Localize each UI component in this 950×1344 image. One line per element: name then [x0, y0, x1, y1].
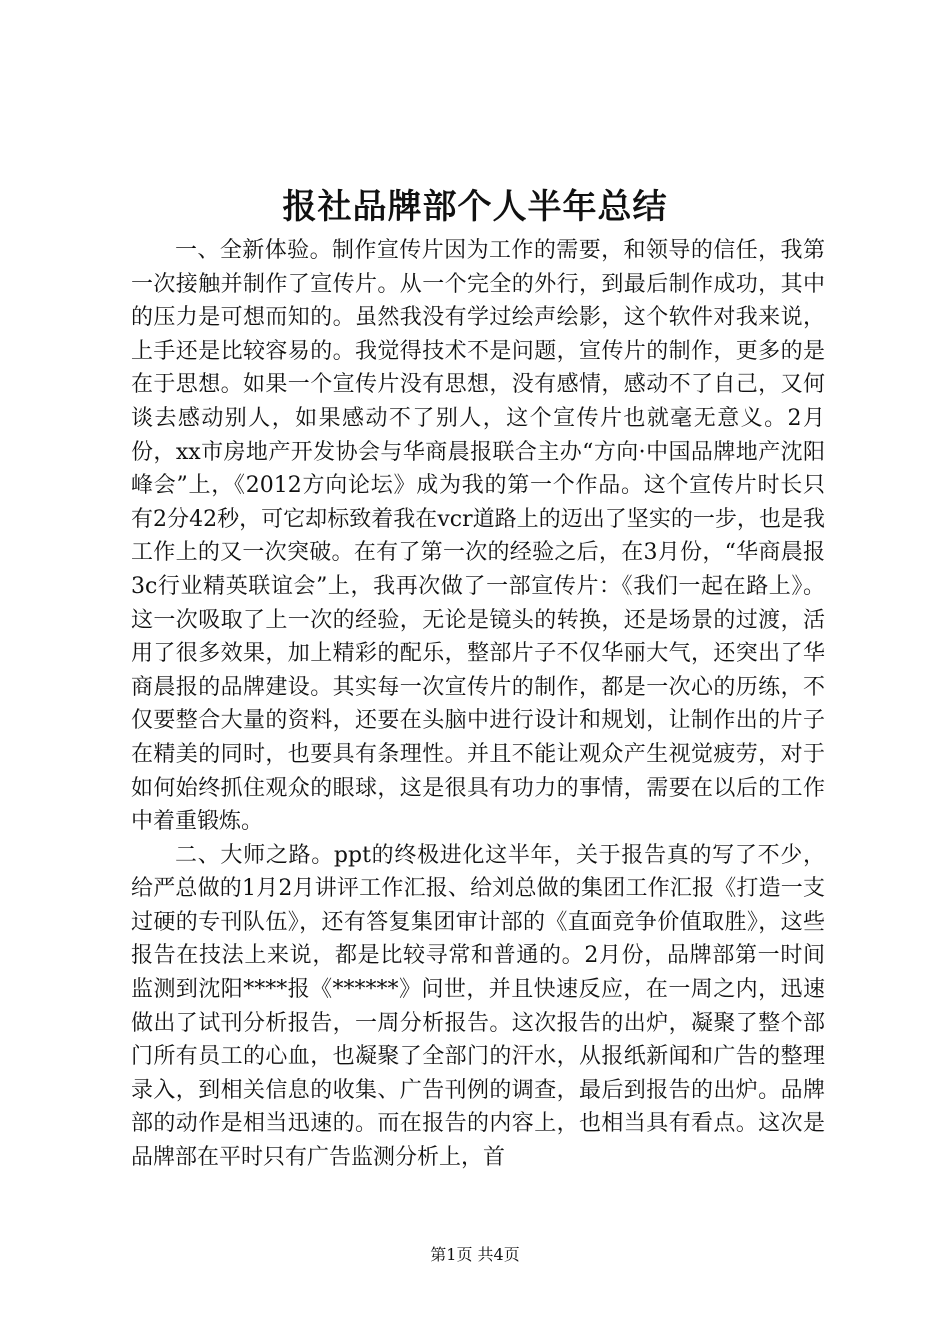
document-title: 报社品牌部个人半年总结: [282, 187, 668, 227]
paragraph-1: 一、全新体验。制作宣传片因为工作的需要，和领导的信任，我第一次接触并制作了宣传片。从一个完全的外行，到最后制作成功，其中的压力是可想而知的。虽然我没有学过绘声绘影，这个软件对我来说，上手还是比较容易的。我觉得技术不是问题，宣传片的制作，更多的是在于思想。如果一个宣传片没有思想，没有感情，感动不了自己，又何谈去感动别人，如果感动不了别人，这个宣传片也就毫无意义。2月份，xx市房地产开发协会与华商晨报联合主办“方向·中国品牌地产沈阳峰会”上，《2012方向论坛》成为我的第一个作品。这个宣传片时长只有2分42秒，可它却标致着我在vcr道路上的迈出了坚实的一步，也是我工作上的又一次突破。在有了第一次的经验之后，在3月份，“华商晨报3c行业精英联谊会”上，我再次做了一部宣传片：《我们一起在路上》。这一次吸取了上一次的经验，无论是镜头的转换，还是场景的过渡，活用了很多效果，加上精彩的配乐，整部片子不仅华丽大气，还突出了华商晨报的品牌建设。其实每一次宣传片的制作，都是一次心的历练，不仅要整合大量的资料，还要在头脑中进行设计和规划，让制作出的片子在精美的同时，也要具有条理性。并且不能让观众产生视觉疲劳，对于如何始终抓住观众的眼球，这是很具有功力的事情，需要在以后的工作中着重锻炼。: [131, 238, 825, 835]
document-body: [131, 234, 825, 1175]
paragraph-2: 二、大师之路。ppt的终极进化这半年，关于报告真的写了不少，给严总做的1月2月讲评工作汇报、给刘总做的集团工作汇报《打造一支过硬的专刊队伍》，还有答复集团审计部的《直面竞争价值取胜》，这些报告在技法上来说，都是比较寻常和普通的。2月份，品牌部第一时间监测到沈阳****报《******》问世，并且快速反应，在一周之内，迅速做出了试刊分析报告，一周分析报告。这次报告的出炉，凝聚了整个部门所有员工的心血，也凝聚了全部门的汗水，从报纸新闻和广告的整理录入，到相关信息的收集、广告刊例的调查，最后到报告的出炉。品牌部的动作是相当迅速的。而在报告的内容上，也相当具有看点。这次是品牌部在平时只有广告监测分析上，首: [131, 842, 825, 1171]
page-footer: 第1页 共4页: [430, 1245, 520, 1264]
